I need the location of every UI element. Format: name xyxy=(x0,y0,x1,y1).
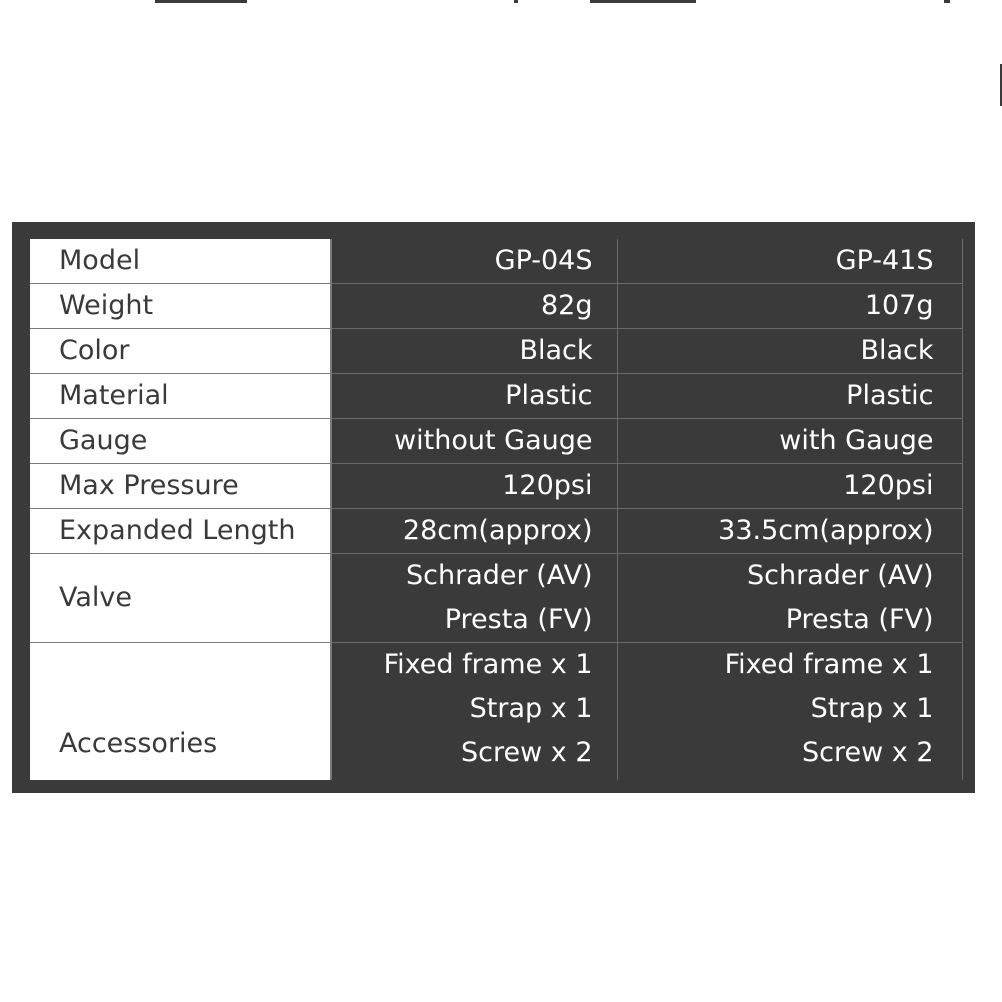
row-label: Max Pressure xyxy=(30,464,331,509)
cell-value-line: 33.5cm(approx) xyxy=(718,515,934,546)
table-row-model xyxy=(30,239,962,284)
cell-value-line: Black xyxy=(519,335,593,366)
cell-gp-04s xyxy=(331,554,617,643)
cell-value-line: Schrader (AV) xyxy=(747,560,934,591)
cell-value-line: Plastic xyxy=(505,380,593,411)
table-row-max-pressure xyxy=(30,464,962,509)
cell-value-line: Presta (FV) xyxy=(444,604,593,635)
cell-gp-41s xyxy=(617,464,962,509)
cell-gp-41s xyxy=(617,419,962,464)
top-fragment-3 xyxy=(590,0,696,3)
cell-value-line: GP-41S xyxy=(835,245,934,276)
row-label: Valve xyxy=(30,554,331,643)
cell-gp-04s xyxy=(331,419,617,464)
top-fragment-1 xyxy=(155,0,247,3)
top-fragment-4 xyxy=(944,0,950,3)
spec-table-panel xyxy=(12,222,975,793)
cropped-top-fragments xyxy=(0,0,1002,4)
cell-gp-04s xyxy=(331,509,617,554)
cell-gp-41s xyxy=(617,239,962,284)
cell-value-line: 28cm(approx) xyxy=(402,515,593,546)
row-label: Accessories xyxy=(30,643,331,780)
cell-gp-41s xyxy=(617,554,962,643)
cell-gp-04s xyxy=(331,643,617,780)
table-row-weight xyxy=(30,284,962,329)
cell-value-line: Black xyxy=(860,335,934,366)
table-row-color xyxy=(30,329,962,374)
table-row-accessories xyxy=(30,643,962,780)
row-label: Color xyxy=(30,329,331,374)
cell-value-line: 120psi xyxy=(502,470,593,501)
cell-value-line: without Gauge xyxy=(394,425,593,456)
cell-value-line: Presta (FV) xyxy=(785,604,934,635)
cell-value-line: 82g xyxy=(541,290,593,321)
cell-value-line: Plastic xyxy=(846,380,934,411)
cell-gp-04s xyxy=(331,239,617,284)
cell-value-line: Fixed frame x 1 xyxy=(383,649,593,680)
cell-gp-41s xyxy=(617,643,962,780)
cell-gp-04s xyxy=(331,329,617,374)
row-label: Material xyxy=(30,374,331,419)
row-label: Gauge xyxy=(30,419,331,464)
cell-gp-04s xyxy=(331,464,617,509)
row-label: Weight xyxy=(30,284,331,329)
cell-value-line: Schrader (AV) xyxy=(406,560,593,591)
cell-gp-41s xyxy=(617,374,962,419)
row-label: Model xyxy=(30,239,331,284)
top-fragment-2 xyxy=(514,0,518,3)
cell-gp-41s xyxy=(617,329,962,374)
spec-table xyxy=(30,239,963,780)
cell-value-line: GP-04S xyxy=(494,245,593,276)
cell-value-line: Screw x 2 xyxy=(460,737,593,768)
row-label: Expanded Length xyxy=(30,509,331,554)
cell-value-line: Screw x 2 xyxy=(801,737,934,768)
cell-gp-04s xyxy=(331,284,617,329)
table-row-gauge xyxy=(30,419,962,464)
table-row-material xyxy=(30,374,962,419)
cell-value-line: 120psi xyxy=(843,470,934,501)
cell-value-line: Fixed frame x 1 xyxy=(724,649,934,680)
cell-gp-41s xyxy=(617,284,962,329)
cell-value-line: 107g xyxy=(864,290,934,321)
cell-gp-41s xyxy=(617,509,962,554)
cell-value-line: Strap x 1 xyxy=(810,693,934,724)
cell-gp-04s xyxy=(331,374,617,419)
cell-value-line: with Gauge xyxy=(779,425,934,456)
table-row-valve xyxy=(30,554,962,643)
table-row-expanded-length xyxy=(30,509,962,554)
cell-value-line: Strap x 1 xyxy=(469,693,593,724)
